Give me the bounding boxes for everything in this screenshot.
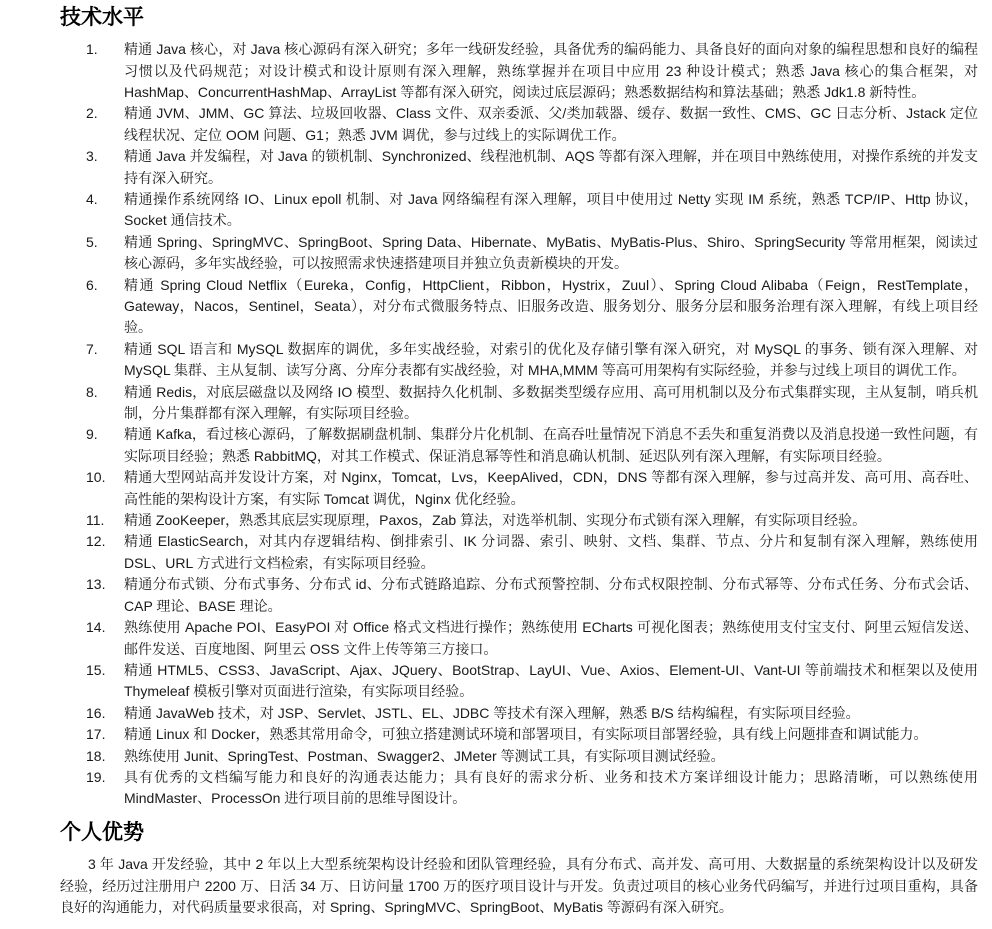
- list-item-number: 2.: [86, 105, 98, 122]
- list-item-text: 精通大型网站高并发设计方案，对 Nginx，Tomcat，Lvs，KeepAlived，CDN，DNS 等都有深入理解，参与过高并发、高可用、高吞吐、高性能的架构设计方案，有实际 Tomcat 调优，Nginx 优化经验。: [124, 469, 978, 507]
- list-item-text: 精通 Java 并发编程，对 Java 的锁机制、Synchronized、线程池机制、AQS 等都有深入理解，并在项目中熟练使用，对操作系统的并发支持有深入研究。: [124, 148, 978, 186]
- list-item-text: 熟练使用 Junit、SpringTest、Postman、Swagger2、JMeter 等测试工具，有实际项目测试经验。: [124, 747, 725, 764]
- list-item-number: 12.: [86, 533, 106, 550]
- list-item-text: 精通 ZooKeeper，熟悉其底层实现原理，Paxos，Zab 算法，对选举机制、实现分布式锁有深入理解，有实际项目经验。: [124, 512, 867, 529]
- list-item-text: 精通 ElasticSearch，对其内存逻辑结构、倒排索引、IK 分词器、索引、映射、文档、集群、节点、分片和复制有深入理解，熟练使用 DSL、URL 方式进行文档检索，有实际项目经验。: [124, 533, 978, 571]
- list-item: [60, 189, 978, 232]
- list-item: [60, 382, 978, 425]
- list-item-text: 精通 Kafka，看过核心源码，了解数据刷盘机制、集群分片化机制、在高吞吐量情况下消息不丢失和重复消费以及消息投递一致性问题，有实际项目经验；熟悉 RabbitMQ，对其工作模式、保证消息幂等性和消息确认机制、延迟队列有深入理解，有实际项目经验。: [124, 426, 978, 464]
- list-item-text: 精通 Linux 和 Docker，熟悉其常用命令，可独立搭建测试环境和部署项目，有实际项目部署经验，具有线上问题排查和调试能力。: [124, 726, 928, 743]
- list-item-number: 4.: [86, 190, 98, 207]
- list-item-number: 14.: [86, 619, 106, 636]
- list-item-number: 15.: [86, 661, 106, 678]
- list-item-text: 精通 SQL 语言和 MySQL 数据库的调优，多年实战经验，对索引的优化及存储引擎有深入研究，对 MySQL 的事务、锁有深入理解、对 MySQL 集群、主从复制、读写分离、分库分表都有实战经验，对 MHA,MMM 等高可用架构有实际经验，并参与过线上项目的调优工作。: [124, 340, 978, 379]
- list-item: [60, 424, 978, 467]
- list-item-number: 6.: [86, 276, 98, 293]
- list-item-number: 19.: [86, 768, 106, 785]
- list-item: [60, 146, 978, 189]
- list-item: [60, 617, 978, 660]
- list-item-text: 精通分布式锁、分布式事务、分布式 id、分布式链路追踪、分布式预警控制、分布式权限控制、分布式幂等、分布式任务、分布式会话、CAP 理论、BASE 理论。: [124, 576, 978, 614]
- list-item: [60, 467, 978, 510]
- list-item-number: 5.: [86, 233, 98, 250]
- list-item-number: 18.: [86, 747, 106, 764]
- list-item-number: 10.: [86, 469, 106, 486]
- list-item-number: 8.: [86, 383, 98, 400]
- list-item: [60, 39, 978, 103]
- list-item: [60, 232, 978, 275]
- list-item-text: 精通 HTML5、CSS3、JavaScript、Ajax、JQuery、BootStrap、LayUI、Vue、Axios、Element-UI、Vant-UI 等前端技术和框架以及使用 Thymeleaf 模板引擎对页面进行渲染，有实际项目经验。: [124, 661, 978, 700]
- list-item-text: 精通 JVM、JMM、GC 算法、垃圾回收器、Class 文件、双亲委派、父/类加载器、缓存、数据一致性、CMS、GC 日志分析、Jstack 定位线程状况、定位 OOM 问题、G1；熟悉 JVM 调优，参与过线上的实际调优工作。: [124, 105, 978, 143]
- list-item: [60, 724, 978, 745]
- list-item-text: 精通 Spring Cloud Netflix（Eureka，Config，HttpClient，Ribbon，Hystrix，Zuul）、Spring Cloud Alibaba（Feign，RestTemplate，Gateway，Nacos，Sentinel，Seata），对分布式微服务特点、旧服务改造、服务划分、服务分层和服务治理有深入理解，有线上项目经验。: [124, 276, 978, 336]
- list-item-number: 7.: [86, 340, 98, 357]
- list-item-text: 精通 JavaWeb 技术，对 JSP、Servlet、JSTL、EL、JDBC 等技术有深入理解，熟悉 B/S 结构编程，有实际项目经验。: [124, 704, 860, 721]
- list-item-number: 11.: [86, 512, 105, 529]
- list-item: [60, 660, 978, 703]
- list-item-number: 16.: [86, 704, 106, 721]
- strengths-paragraph: 3 年 Java 开发经验，其中 2 年以上大型系统架构设计经验和团队管理经验，具有分布式、高并发、高可用、大数据量的系统架构设计以及研发经验，经历过注册用户 2200 万、日活 34 万、日访问量 1700 万的医疗项目设计与开发。负责过项目的核心业务代码编写，并进行过项目重构，具备良好的沟通能力，对代码质量要求很高，对 Spring、SpringMVC、SpringBoot、MyBatis 等源码有深入研究。: [60, 855, 978, 916]
- list-item-text: 精通操作系统网络 IO、Linux epoll 机制、对 Java 网络编程有深入理解，项目中使用过 Netty 实现 IM 系统，熟悉 TCP/IP、Http 协议，Socket 通信技术。: [124, 190, 978, 229]
- list-item-number: 13.: [86, 576, 106, 593]
- list-item-number: 1.: [86, 41, 98, 58]
- strengths-section-title: 个人优势: [60, 820, 144, 844]
- list-item-text: 熟练使用 Apache POI、EasyPOI 对 Office 格式文档进行操作；熟练使用 ECharts 可视化图表；熟练使用支付宝支付、阿里云短信发送、邮件发送、百度地图、阿里云 OSS 文件上传等第三方接口。: [124, 619, 978, 657]
- list-item: [60, 103, 978, 146]
- list-item-number: 3.: [86, 148, 98, 165]
- list-item: [60, 746, 978, 767]
- list-item-text: 具有优秀的文档编写能力和良好的沟通表达能力；具有良好的需求分析、业务和技术方案详细设计能力；思路清晰，可以熟练使用 MindMaster、ProcessOn 进行项目前的思维导图设计。: [124, 768, 978, 807]
- list-item-text: 精通 Java 核心，对 Java 核心源码有深入研究；多年一线研发经验，具备优秀的编码能力、具备良好的面向对象的编程思想和良好的编程习惯以及代码规范；对设计模式和设计原则有深入理解，熟练掌握并在项目中应用 23 种设计模式；熟悉 Java 核心的集合框架，对 HashMap、ConcurrentHashMap、ArrayList 等都有深入研究，阅读过底层源码；熟悉数据结构和算法基础；熟悉 Jdk1.8 新特性。: [124, 41, 978, 100]
- skills-section-title: 技术水平: [60, 6, 144, 29]
- list-item: [60, 574, 978, 617]
- list-item: [60, 531, 978, 574]
- list-item: [60, 510, 978, 531]
- list-item-number: 9.: [86, 426, 98, 443]
- skills-list: [60, 39, 978, 810]
- list-item-text: 精通 Spring、SpringMVC、SpringBoot、Spring Data、Hibernate、MyBatis、MyBatis-Plus、Shiro、SpringSecurity 等常用框架，阅读过核心源码，多年实战经验，可以按照需求快速搭建项目并独立负责新模块的开发。: [124, 233, 978, 272]
- list-item: [60, 767, 978, 810]
- list-item-number: 17.: [86, 726, 106, 743]
- list-item: [60, 275, 978, 339]
- list-item-text: 精通 Redis，对底层磁盘以及网络 IO 模型、数据持久化机制、多数据类型缓存应用、高可用机制以及分布式集群实现，主从复制，哨兵机制，分片集群都有深入理解，有实际项目经验。: [124, 383, 978, 422]
- list-item: [60, 339, 978, 382]
- list-item: [60, 703, 978, 724]
